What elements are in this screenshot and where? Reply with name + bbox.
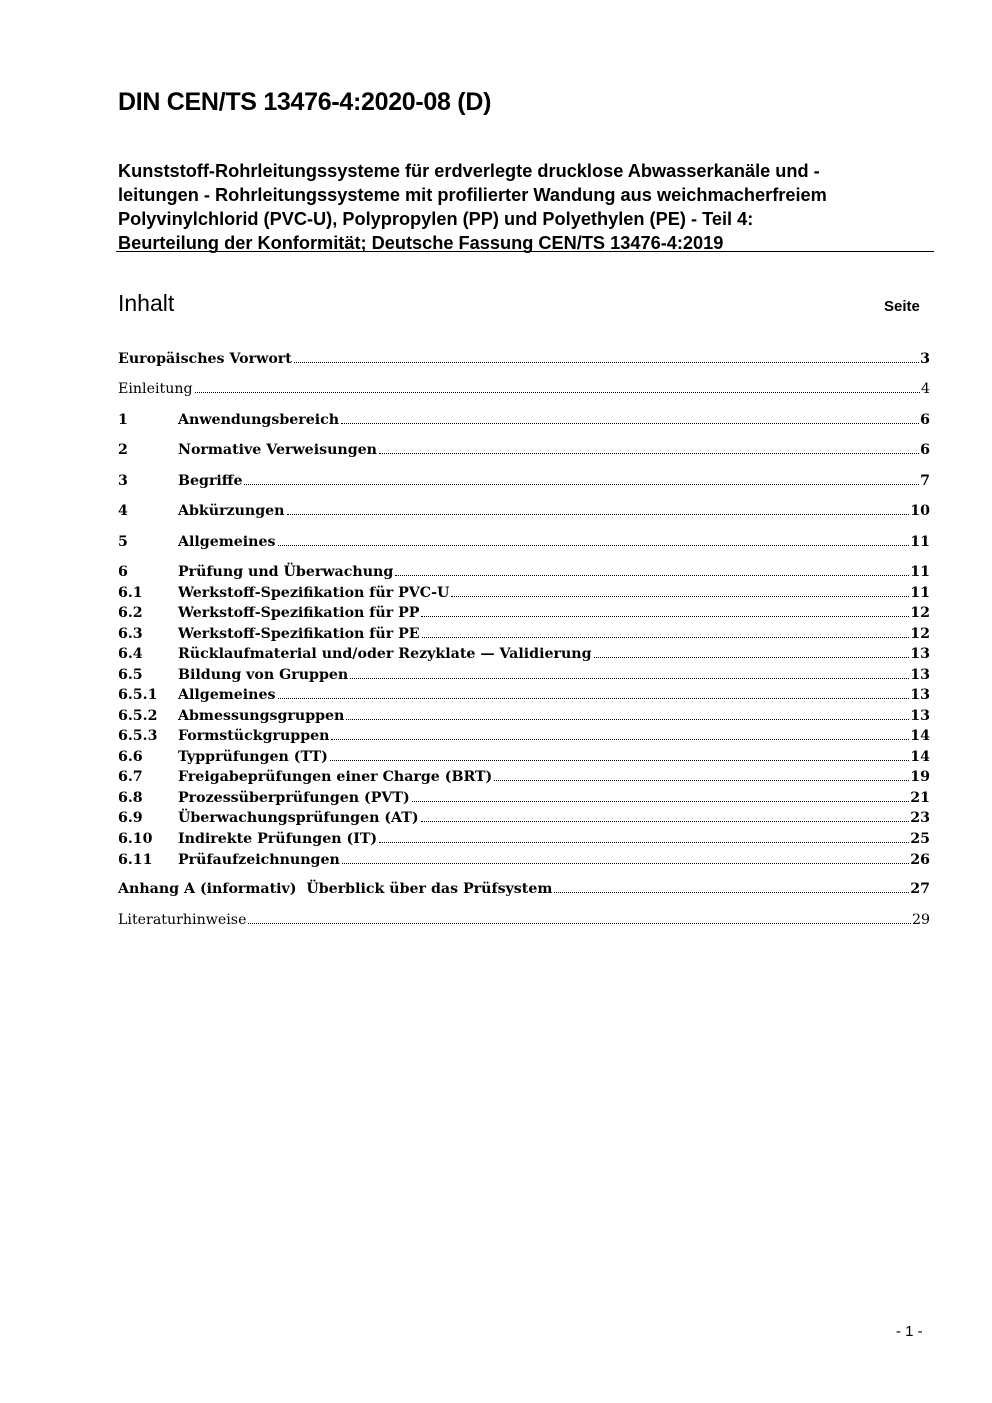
toc-entry-leader <box>451 596 909 597</box>
toc-entry-title: Normative Verweisungen <box>178 442 377 458</box>
toc-entry-page: 11 <box>910 564 930 580</box>
toc-entry-title: Überwachungsprüfungen (AT) <box>178 810 419 826</box>
toc-entry[interactable] <box>118 440 930 460</box>
toc-entry-title: Allgemeines <box>178 534 276 550</box>
toc-entry[interactable] <box>118 747 930 767</box>
toc-entry-number: 6.11 <box>118 852 153 868</box>
toc-entry-page: 26 <box>910 852 930 868</box>
toc-entry-leader <box>195 392 920 393</box>
toc-entry-title: Allgemeines <box>178 687 276 703</box>
toc-entry-number: 6.3 <box>118 626 143 642</box>
toc-heading: Inhalt <box>118 290 175 316</box>
toc-entry[interactable] <box>118 583 930 603</box>
toc-entry-page: 11 <box>910 534 930 550</box>
toc-entry-leader <box>248 923 910 924</box>
toc-entry-page: 13 <box>910 646 930 662</box>
toc-entry-leader <box>341 423 919 424</box>
toc-entry[interactable] <box>118 726 930 746</box>
toc-entry-number: 3 <box>118 473 128 489</box>
toc-entry-leader <box>278 698 910 699</box>
document-title-line: Beurteilung der Konformität; Deutsche Fassung CEN/TS 13476-4:2019 <box>118 233 724 253</box>
title-divider <box>116 251 934 252</box>
toc-entry-leader <box>594 657 910 658</box>
toc-entry[interactable] <box>118 349 930 369</box>
toc-entry-leader <box>331 739 909 740</box>
toc-entry[interactable] <box>118 644 930 664</box>
toc-entry-number: 6.4 <box>118 646 143 662</box>
toc-entry-leader <box>278 545 910 546</box>
toc-entry-leader <box>330 760 909 761</box>
toc-entry-page: 10 <box>910 503 930 519</box>
toc-entry-page: 19 <box>910 769 930 785</box>
footer-page-number: - 1 - <box>896 1323 923 1340</box>
toc-entry-number: 6.6 <box>118 749 143 765</box>
toc-entry[interactable] <box>118 603 930 623</box>
toc-entry-title: Abkürzungen <box>178 503 285 519</box>
toc-entry-title: Abmessungsgruppen <box>178 708 345 724</box>
toc-entry[interactable] <box>118 850 930 870</box>
toc-entry-number: 4 <box>118 503 128 519</box>
toc-entry-title: Werkstoff-Spezifikation für PVC-U <box>178 585 450 601</box>
toc-entry-page: 3 <box>920 351 930 367</box>
toc-entry-page: 13 <box>910 667 930 683</box>
toc-entry[interactable] <box>118 501 930 521</box>
toc-entry-page: 27 <box>910 881 930 897</box>
document-number: DIN CEN/TS 13476-4:2020-08 (D) <box>118 88 492 116</box>
toc-entry-page: 25 <box>910 831 930 847</box>
toc-entry-page: 13 <box>910 687 930 703</box>
toc-entry-leader <box>244 484 919 485</box>
toc-entry[interactable] <box>118 808 930 828</box>
toc-entry-leader <box>294 362 919 363</box>
toc-entry-number: 6 <box>118 564 128 580</box>
toc-entry[interactable] <box>118 471 930 491</box>
toc-entry[interactable] <box>118 910 930 930</box>
toc-entry-leader <box>342 863 909 864</box>
toc-entry[interactable] <box>118 562 930 582</box>
document-title-line: Polyvinylchlorid (PVC-U), Polypropylen (PP) und Polyethylen (PE) - Teil 4: <box>118 209 754 229</box>
toc-entry-number: 6.9 <box>118 810 143 826</box>
toc-entry-title: Prozessüberprüfungen (PVT) <box>178 790 410 806</box>
toc-entry[interactable] <box>118 879 930 899</box>
toc-entry[interactable] <box>118 624 930 644</box>
toc-entry-number: 2 <box>118 442 128 458</box>
toc-entry-title: Werkstoff-Spezifikation für PP <box>178 605 420 621</box>
toc-entry-page: 7 <box>920 473 930 489</box>
toc-entry-number: 6.10 <box>118 831 153 847</box>
toc-entry-title: Prüfaufzeichnungen <box>178 852 340 868</box>
toc-entry-leader <box>350 678 909 679</box>
toc-entry[interactable] <box>118 706 930 726</box>
document-title <box>118 159 928 255</box>
toc-entry-leader <box>421 821 910 822</box>
toc-entry[interactable] <box>118 532 930 552</box>
toc-entry-number: 6.8 <box>118 790 143 806</box>
toc-entry-number: 6.5 <box>118 667 143 683</box>
toc-entry-page: 6 <box>920 442 930 458</box>
toc-entry-leader <box>494 780 909 781</box>
toc-entry[interactable] <box>118 767 930 787</box>
toc-entry-page: 11 <box>910 585 930 601</box>
toc-entry-title: Anwendungsbereich <box>178 412 340 428</box>
toc-entry-title: Werkstoff-Spezifikation für PE <box>178 626 420 642</box>
document-title-line: leitungen - Rohrleitungssysteme mit profilierter Wandung aus weichmacherfreiem <box>118 185 827 205</box>
toc-entry-number: 1 <box>118 412 128 428</box>
toc-entry[interactable] <box>118 379 930 399</box>
toc-entry-page: 14 <box>910 749 930 765</box>
toc-entry-title: Formstückgruppen <box>178 728 330 744</box>
toc-entry-number: 6.5.2 <box>118 708 158 724</box>
toc-entry[interactable] <box>118 829 930 849</box>
toc-entry-number: 5 <box>118 534 128 550</box>
toc-entry-number: 6.1 <box>118 585 143 601</box>
toc-entry[interactable] <box>118 410 930 430</box>
toc-entry-leader <box>412 801 910 802</box>
toc-entry-title: Indirekte Prüfungen (IT) <box>178 831 378 847</box>
toc-entry-title: Literaturhinweise <box>118 912 247 928</box>
toc-entry-number: 6.2 <box>118 605 143 621</box>
toc-page-heading: Seite <box>884 298 920 315</box>
toc-entry-leader <box>379 842 909 843</box>
toc-entry-leader <box>395 575 909 576</box>
toc-entry-leader <box>421 616 909 617</box>
toc-entry-number: 6.5.1 <box>118 687 158 703</box>
toc-entry-title: Anhang A (informativ) Überblick über das Prüfsystem <box>118 881 553 897</box>
toc-entry-leader <box>287 514 910 515</box>
toc-entry-title: Rücklaufmaterial und/oder Rezyklate — Validierung <box>178 646 592 662</box>
toc-entry-number: 6.7 <box>118 769 143 785</box>
toc-entry-page: 4 <box>920 381 930 397</box>
toc-entry[interactable] <box>118 685 930 705</box>
toc-entry-page: 13 <box>910 708 930 724</box>
toc-entry-title: Prüfung und Überwachung <box>178 564 394 580</box>
toc-entry-page: 29 <box>911 912 930 928</box>
toc-entry-title: Einleitung <box>118 381 193 397</box>
toc-entry-leader <box>554 892 909 893</box>
toc-entry-title: Begriffe <box>178 473 243 489</box>
toc-entry[interactable] <box>118 788 930 808</box>
toc-entry-leader <box>346 719 909 720</box>
toc-entry-number: 6.5.3 <box>118 728 158 744</box>
toc-entry[interactable] <box>118 665 930 685</box>
toc-entry-title: Europäisches Vorwort <box>118 351 292 367</box>
toc-entry-title: Typprüfungen (TT) <box>178 749 328 765</box>
toc-entry-page: 12 <box>910 626 930 642</box>
toc-entry-leader <box>379 453 919 454</box>
toc-entry-page: 21 <box>910 790 930 806</box>
toc-entry-page: 23 <box>910 810 930 826</box>
document-title-line: Kunststoff-Rohrleitungssysteme für erdverlegte drucklose Abwasserkanäle und - <box>118 161 820 181</box>
toc-entry-page: 14 <box>910 728 930 744</box>
toc-entry-title: Freigabeprüfungen einer Charge (BRT) <box>178 769 493 785</box>
toc-entry-page: 6 <box>920 412 930 428</box>
toc-entry-title: Bildung von Gruppen <box>178 667 349 683</box>
toc-entry-leader <box>422 637 910 638</box>
toc-entry-page: 12 <box>910 605 930 621</box>
